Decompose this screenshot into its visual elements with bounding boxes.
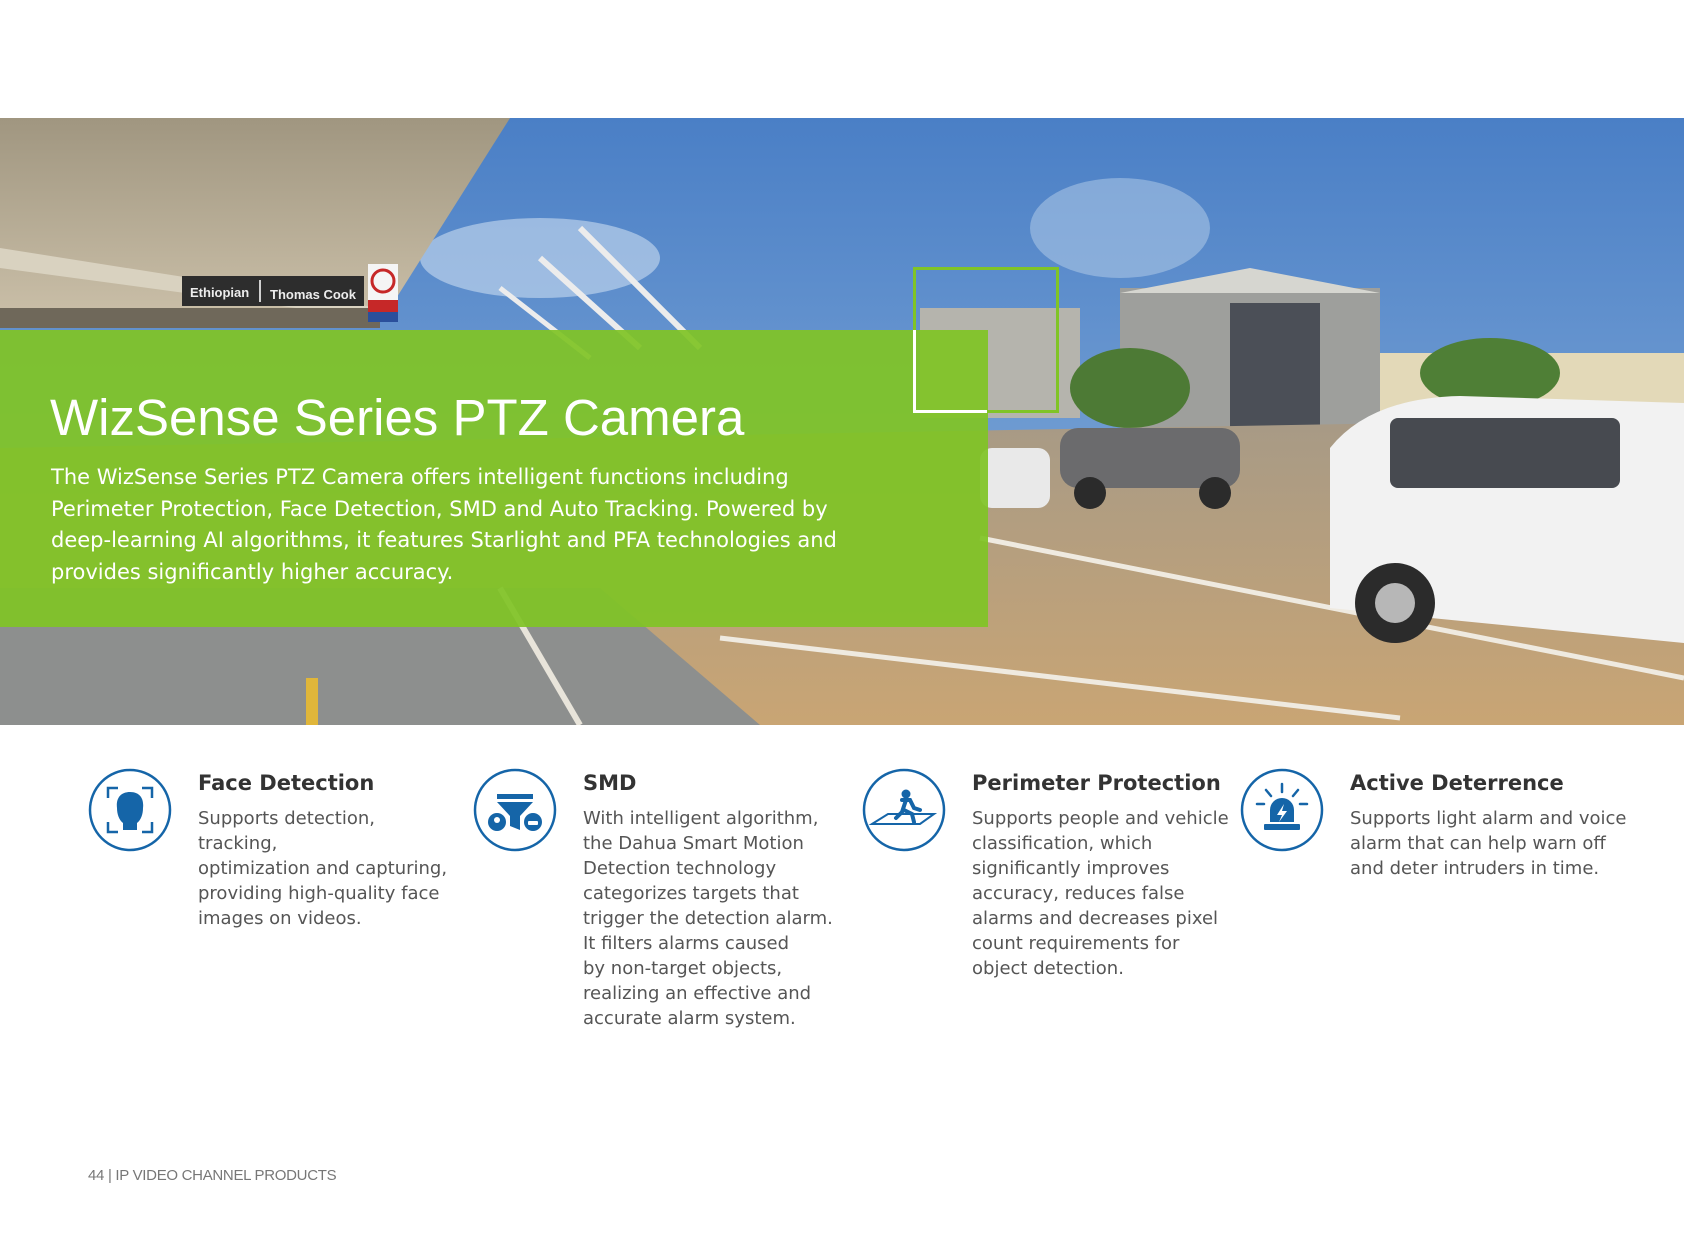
- hero-description: The WizSense Series PTZ Camera offers intelligent functions including Perimeter Protection, Face Detection, SMD and Auto Tracking. Powered by deep-learning AI algorithms, it features Starlight and PFA technologies and provides significantly higher accuracy.: [51, 465, 837, 584]
- white-frame-accent: [913, 330, 987, 413]
- car-white-left: [980, 448, 1050, 508]
- feature-description: Supports light alarm and voice alarm that can help warn off and deter intruders in time.: [1350, 808, 1627, 879]
- feature-title: Face Detection: [198, 771, 375, 795]
- feature-title: Active Deterrence: [1350, 771, 1564, 795]
- car-white-van: [1330, 396, 1684, 643]
- feature-description: With intelligent algorithm, the Dahua Smart Motion Detection technology categorizes targets that trigger the detection alarm. It filters alarms caused by non-target objects, realizing an effective and accurate alarm system.: [583, 808, 833, 1029]
- sign-text-left: Ethiopian: [190, 285, 250, 300]
- alarm-siren-icon: [1240, 768, 1324, 852]
- feature-title: Perimeter Protection: [972, 771, 1221, 795]
- no-parking-sign: [368, 264, 398, 322]
- perimeter-intruder-icon: [862, 768, 946, 852]
- face-detection-icon: [88, 768, 172, 852]
- feature-description: Supports people and vehicle classification, which significantly improves accuracy, reduces false alarms and decreases pixel count requirements for object detection.: [972, 808, 1229, 979]
- page-title: WizSense Series PTZ Camera: [50, 389, 745, 446]
- page-footer: 44 | IP VIDEO CHANNEL PRODUCTS: [88, 1167, 337, 1184]
- smd-filter-icon: [473, 768, 557, 852]
- airline-sign: [182, 276, 364, 306]
- feature-description: Supports detection, tracking, optimization and capturing, providing high-quality face images on videos.: [198, 808, 448, 929]
- feature-title: SMD: [583, 771, 637, 795]
- sign-text-right: Thomas Cook: [270, 287, 356, 302]
